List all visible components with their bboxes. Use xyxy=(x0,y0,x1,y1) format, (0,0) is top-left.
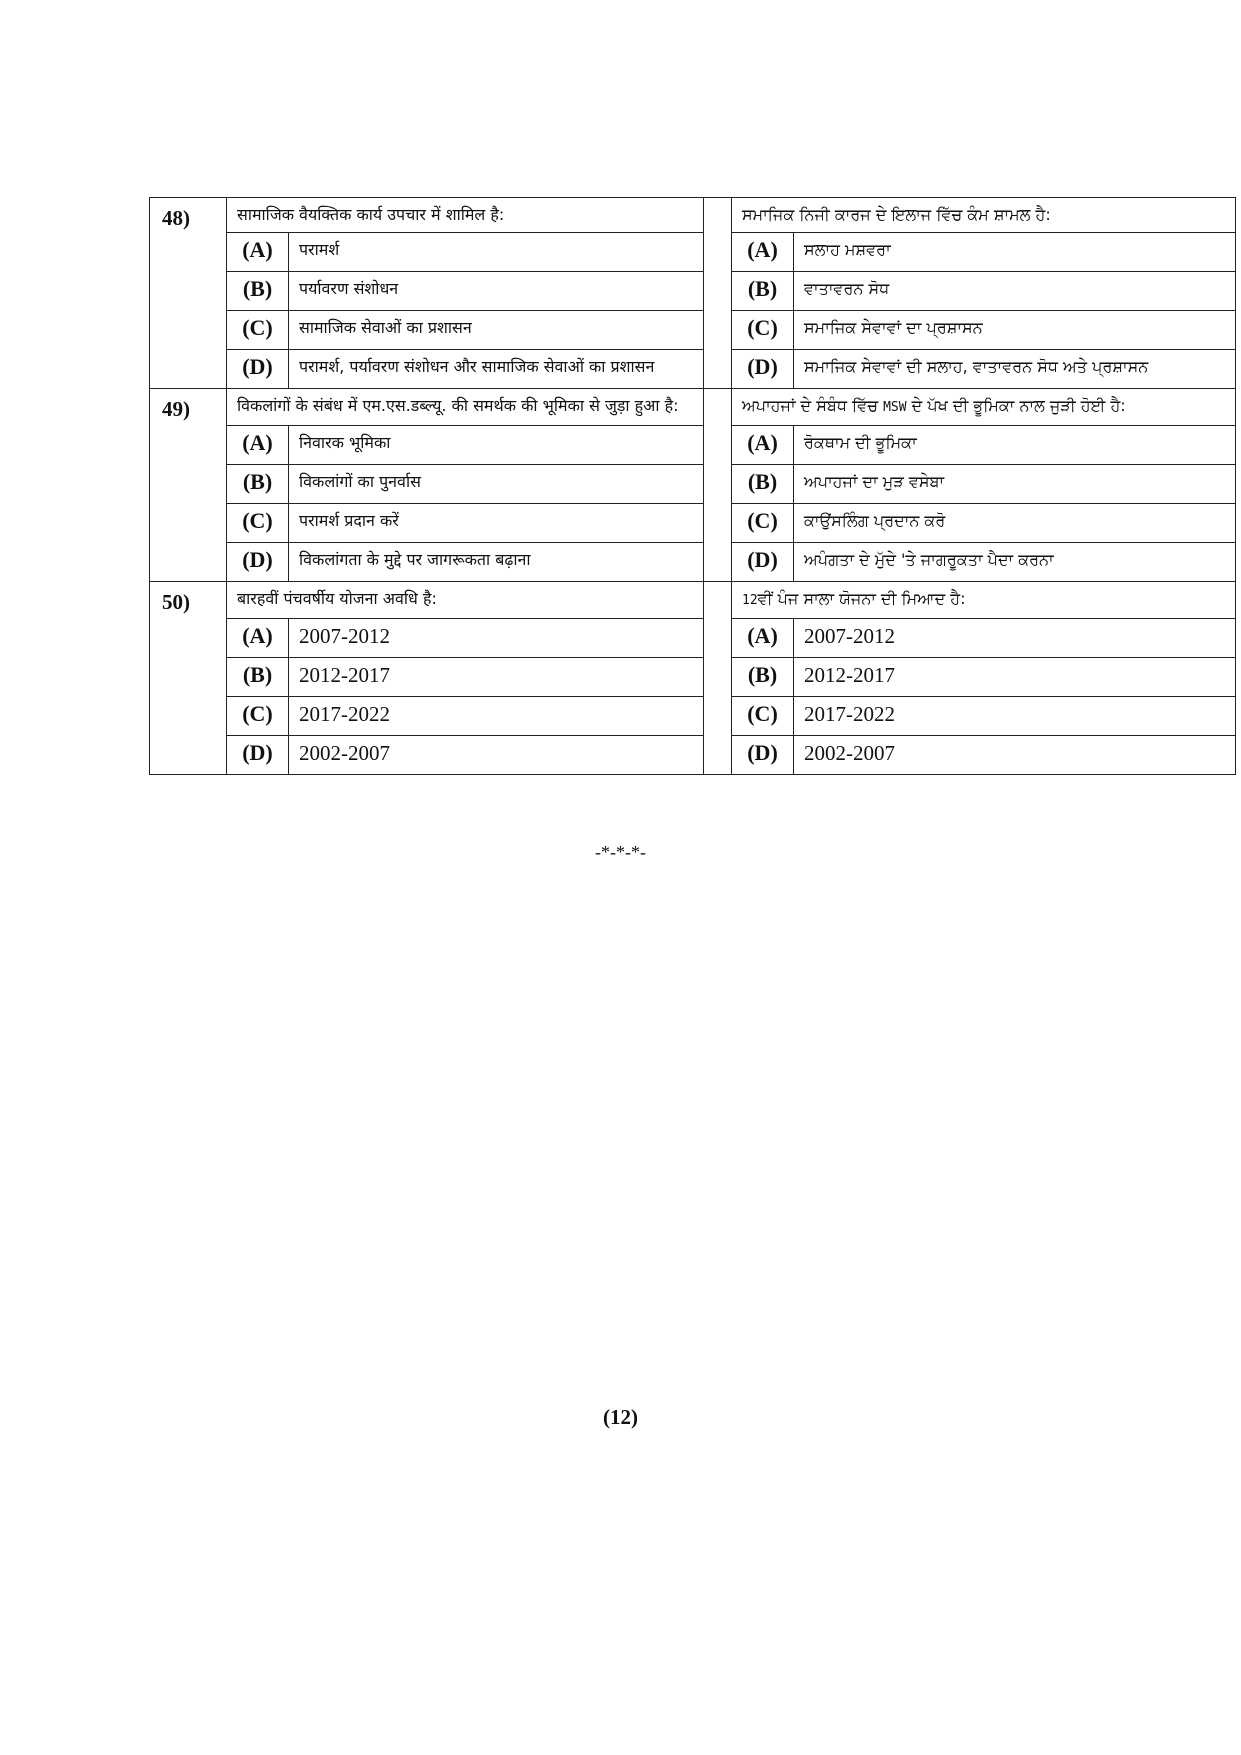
end-mark: -*-*-*- xyxy=(595,842,646,862)
option-text-hindi: सामाजिक सेवाओं का प्रशासन xyxy=(289,311,704,350)
question-number: 49) xyxy=(150,389,227,582)
option-row xyxy=(150,504,1236,543)
option-label: (A) xyxy=(732,619,794,658)
question-text-punjabi: ਸਮਾਜਿਕ ਨਿਜੀ ਕਾਰਜ ਦੇ ਇਲਾਜ ਵਿੱਚ ਕੰਮ ਸ਼ਾਮਲ ਹੈ: xyxy=(732,198,1236,233)
option-text-hindi: 2002-2007 xyxy=(289,736,704,775)
option-text-hindi: 2007-2012 xyxy=(289,619,704,658)
option-text-punjabi: 2017-2022 xyxy=(794,697,1236,736)
option-label: (D) xyxy=(732,350,794,389)
option-row xyxy=(150,543,1236,582)
option-text-punjabi: ਕਾਉਂਸਲਿੰਗ ਪ੍ਰਦਾਨ ਕਰੋ xyxy=(794,504,1236,543)
question-text-hindi: सामाजिक वैयक्तिक कार्य उपचार में शामिल है: xyxy=(227,198,704,233)
column-gap xyxy=(704,198,732,389)
option-label: (B) xyxy=(732,658,794,697)
option-text-hindi: विकलांगता के मुद्दे पर जागरूकता बढ़ाना xyxy=(289,543,704,582)
question-50-row xyxy=(150,582,1236,619)
question-text-part: ਵੀਂ ਪੰਜ ਸਾਲਾ ਯੋਜਨਾ ਦੀ ਮਿਆਦ ਹੈ: xyxy=(757,589,966,608)
option-text-hindi: 2017-2022 xyxy=(289,697,704,736)
option-text-punjabi: ਸਮਾਜਿਕ ਸੇਵਾਵਾਂ ਦਾ ਪ੍ਰਸ਼ਾਸਨ xyxy=(794,311,1236,350)
option-text-punjabi: 2007-2012 xyxy=(794,619,1236,658)
option-label: (B) xyxy=(227,658,289,697)
option-row xyxy=(150,465,1236,504)
question-table xyxy=(149,197,1236,775)
question-text-punjabi xyxy=(732,582,1236,619)
option-row xyxy=(150,272,1236,311)
option-text-hindi: परामर्श, पर्यावरण संशोधन और सामाजिक सेवाओं का प्रशासन xyxy=(289,350,704,389)
option-label: (C) xyxy=(732,311,794,350)
option-row xyxy=(150,350,1236,389)
option-text-punjabi: ਸਲਾਹ ਮਸ਼ਵਰਾ xyxy=(794,233,1236,272)
option-text-hindi: परामर्श xyxy=(289,233,704,272)
option-text-punjabi: ਰੋਕਥਾਮ ਦੀ ਭੂਮਿਕਾ xyxy=(794,426,1236,465)
option-label: (D) xyxy=(227,350,289,389)
option-row xyxy=(150,658,1236,697)
option-row xyxy=(150,426,1236,465)
option-text-punjabi: 2002-2007 xyxy=(794,736,1236,775)
question-text-hindi: बारहवीं पंचवर्षीय योजना अवधि है: xyxy=(227,582,704,619)
question-text-punjabi xyxy=(732,389,1236,426)
option-label: (B) xyxy=(732,272,794,311)
option-label: (A) xyxy=(732,233,794,272)
question-49-row xyxy=(150,389,1236,426)
option-text-punjabi: ਅਪਾਹਜਾਂ ਦਾ ਮੁੜ ਵਸੇਬਾ xyxy=(794,465,1236,504)
option-row xyxy=(150,233,1236,272)
question-48-row xyxy=(150,198,1236,233)
option-row xyxy=(150,736,1236,775)
option-label: (A) xyxy=(732,426,794,465)
option-label: (D) xyxy=(227,543,289,582)
option-label: (C) xyxy=(732,504,794,543)
option-text-hindi: विकलांगों का पुनर्वास xyxy=(289,465,704,504)
option-label: (D) xyxy=(732,543,794,582)
option-text-hindi: पर्यावरण संशोधन xyxy=(289,272,704,311)
option-text-hindi: परामर्श प्रदान करें xyxy=(289,504,704,543)
option-text-punjabi: ਸਮਾਜਿਕ ਸੇਵਾਵਾਂ ਦੀ ਸਲਾਹ, ਵਾਤਾਵਰਨ ਸੋਧ ਅਤੇ ਪ੍ਰਸ਼ਾਸਨ xyxy=(794,350,1236,389)
option-row xyxy=(150,619,1236,658)
option-label: (C) xyxy=(227,311,289,350)
option-label: (B) xyxy=(227,465,289,504)
option-row xyxy=(150,697,1236,736)
option-label: (C) xyxy=(227,697,289,736)
question-text-abbreviation: MSW xyxy=(883,400,907,415)
question-text-hindi: विकलांगों के संबंध में एम.एस.डब्ल्यू. की समर्थक की भूमिका से जुड़ा हुआ है: xyxy=(227,389,704,426)
option-label: (C) xyxy=(227,504,289,543)
question-number: 50) xyxy=(150,582,227,775)
option-text-punjabi: ਅਪੰਗਤਾ ਦੇ ਮੁੱਦੇ 'ਤੇ ਜਾਗਰੂਕਤਾ ਪੈਦਾ ਕਰਨਾ xyxy=(794,543,1236,582)
option-label: (D) xyxy=(732,736,794,775)
option-text-hindi: निवारक भूमिका xyxy=(289,426,704,465)
option-row xyxy=(150,311,1236,350)
option-text-hindi: 2012-2017 xyxy=(289,658,704,697)
page-number: (12) xyxy=(603,1405,638,1429)
option-label: (B) xyxy=(732,465,794,504)
column-gap xyxy=(704,389,732,582)
question-number: 48) xyxy=(150,198,227,389)
question-text-part: ਅਪਾਹਜਾਂ ਦੇ ਸੰਬੰਧ ਵਿੱਚ xyxy=(742,396,884,415)
option-label: (B) xyxy=(227,272,289,311)
option-text-punjabi: ਵਾਤਾਵਰਨ ਸੋਧ xyxy=(794,272,1236,311)
question-text-part: ਦੇ ਪੱਖ ਦੀ ਭੂਮਿਕਾ ਨਾਲ ਜੁੜੀ ਹੋਈ ਹੈ: xyxy=(906,396,1126,415)
column-gap xyxy=(704,582,732,775)
option-label: (A) xyxy=(227,619,289,658)
option-label: (A) xyxy=(227,233,289,272)
option-text-punjabi: 2012-2017 xyxy=(794,658,1236,697)
question-text-number: 12 xyxy=(742,593,758,608)
option-label: (A) xyxy=(227,426,289,465)
option-label: (D) xyxy=(227,736,289,775)
option-label: (C) xyxy=(732,697,794,736)
